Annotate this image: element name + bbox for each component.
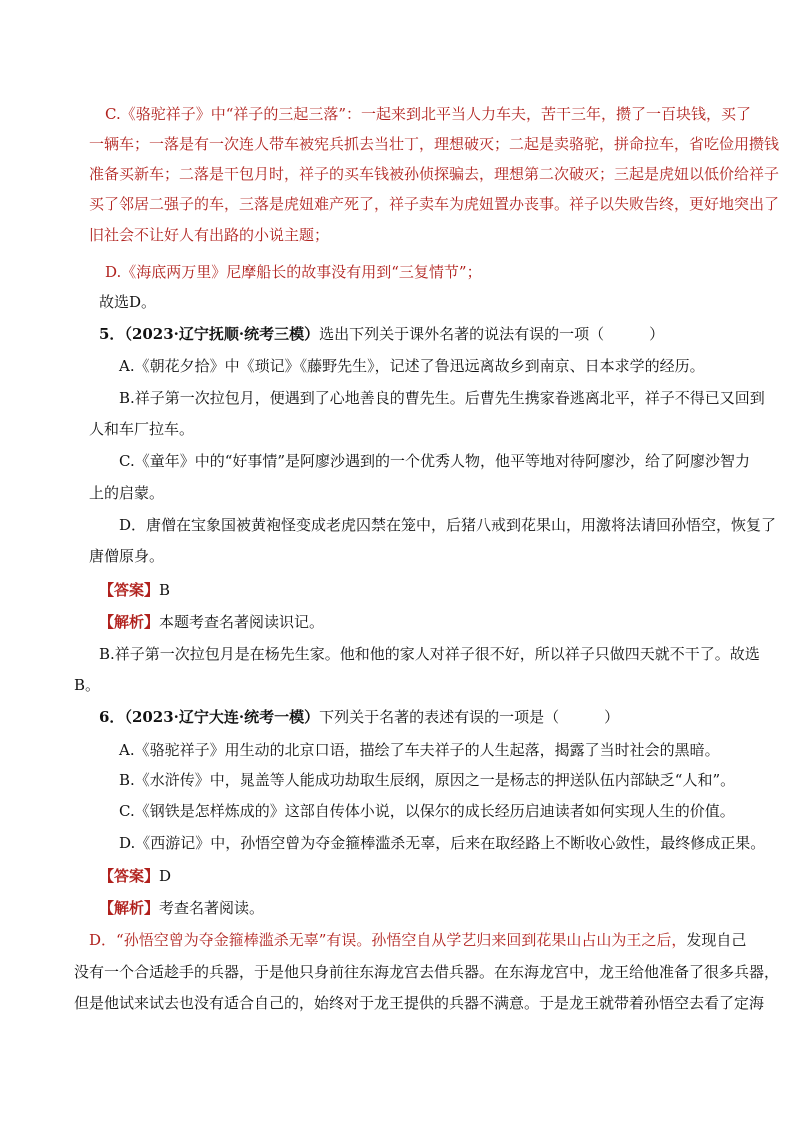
analysis-line: B.祥子第一次拉包月是在杨先生家。他和他的家人对祥子很不好，所以祥子只做四天就不干了。故选 — [99, 645, 760, 663]
question-source: （2023·辽宁抚顺·统考三模） — [124, 325, 320, 343]
analysis-line: D.《海底两万里》尼摩船长的故事没有用到“三复情节”； — [105, 263, 482, 281]
analysis-tag: 【解析】 — [99, 613, 160, 631]
question-5-heading — [99, 324, 664, 344]
analysis-line: 但是他试来试去也没有适合自己的，始终对于龙王提供的兵器不满意。于是龙王就带着孙悟空去看了定海 — [74, 994, 765, 1012]
analysis-tag: 【解析】 — [99, 899, 160, 917]
option-b-cont: 人和车厂拉车。 — [89, 420, 195, 438]
analysis-row — [99, 898, 264, 918]
question-number: 6． — [99, 708, 125, 726]
question-source: （2023·辽宁大连·统考一模） — [124, 708, 320, 726]
answer-row — [99, 866, 171, 886]
answer-tag: 【答案】 — [99, 581, 160, 599]
analysis-line: 旧社会不让好人有出路的小说主题； — [89, 226, 330, 244]
answer-value: D — [159, 867, 172, 885]
analysis-line: 一辆车；一落是有一次连人带车被宪兵抓去当壮丁，理想破灭；二起是卖骆驼，拼命拉车，省吃俭用攒钱 — [89, 135, 780, 153]
option-c-cont: 上的启蒙。 — [89, 484, 165, 502]
option-d: D.《西游记》中，孙悟空曾为夺金箍棒滥杀无辜，后来在取经路上不断收心敛性，最终修成正果。 — [119, 834, 766, 852]
analysis-line: B。 — [74, 676, 101, 694]
analysis-line: 准备买新车；二落是干包月时，祥子的买车钱被孙侦探骗去，理想第二次破灭；三起是虎妞以低价给祥子 — [89, 165, 780, 183]
analysis-text: 本题考查名著阅读识记。 — [159, 613, 325, 631]
analysis-line: 买了邻居二强子的车，三落是虎妞难产死了，祥子卖车为虎妞置办丧事。祥子以失败告终，更好地突出了 — [89, 195, 780, 213]
option-a: A.《骆驼祥子》用生动的北京口语，描绘了车夫祥子的人生起落，揭露了当时社会的黑暗。 — [119, 741, 720, 759]
analysis-line — [89, 930, 746, 950]
answer-tag: 【答案】 — [99, 867, 160, 885]
question-6-heading — [99, 707, 619, 727]
option-c: C.《钢铁是怎样炼成的》这部自传体小说，以保尔的成长经历启迪读者如何实现人生的价值。 — [119, 802, 735, 820]
analysis-text: 考查名著阅读。 — [159, 899, 265, 917]
answer-row — [99, 580, 170, 600]
analysis-line: 没有一个合适趁手的兵器，于是他只身前往东海龙宫去借兵器。在东海龙宫中，龙王给他准备了很多兵器， — [74, 963, 780, 981]
option-a: A.《朝花夕拾》中《琐记》《藤野先生》，记述了鲁迅远离故乡到南京、日本求学的经历。 — [119, 357, 705, 375]
option-d: D．唐僧在宝象国被黄袍怪变成老虎囚禁在笼中，后猪八戒到花果山，用激将法请回孙悟空，恢复了 — [119, 516, 777, 534]
answer-value: B — [159, 581, 171, 599]
option-b: B.祥子第一次拉包月，便遇到了心地善良的曹先生。后曹先生携家眷逃离北平，祥子不得已又回到 — [119, 389, 765, 407]
question-text: 选出下列关于课外名著的说法有误的一项（ ） — [319, 325, 665, 343]
option-b: B.《水浒传》中，晁盖等人能成功劫取生辰纲，原因之一是杨志的押送队伍内部缺乏“人和”。 — [119, 771, 736, 789]
analysis-rest: 发现自己 — [686, 931, 747, 949]
question-text: 下列关于名著的表述有误的一项是（ ） — [319, 708, 620, 726]
analysis-highlight: D．“孙悟空曾为夺金箍棒滥杀无辜”有误。孙悟空自从学艺归来回到花果山占山为王之后， — [89, 931, 687, 949]
question-number: 5． — [99, 325, 125, 343]
analysis-row — [99, 612, 324, 632]
analysis-line: C.《骆驼祥子》中“祥子的三起三落”：一起来到北平当人力车夫，苦干三年，攒了一百块钱，买了 — [105, 105, 752, 123]
conclusion-line: 故选D。 — [99, 293, 157, 311]
option-c: C.《童年》中的“好事情”是阿廖沙遇到的一个优秀人物，他平等地对待阿廖沙，给了阿廖沙智力 — [119, 452, 751, 470]
option-d-cont: 唐僧原身。 — [89, 547, 165, 565]
